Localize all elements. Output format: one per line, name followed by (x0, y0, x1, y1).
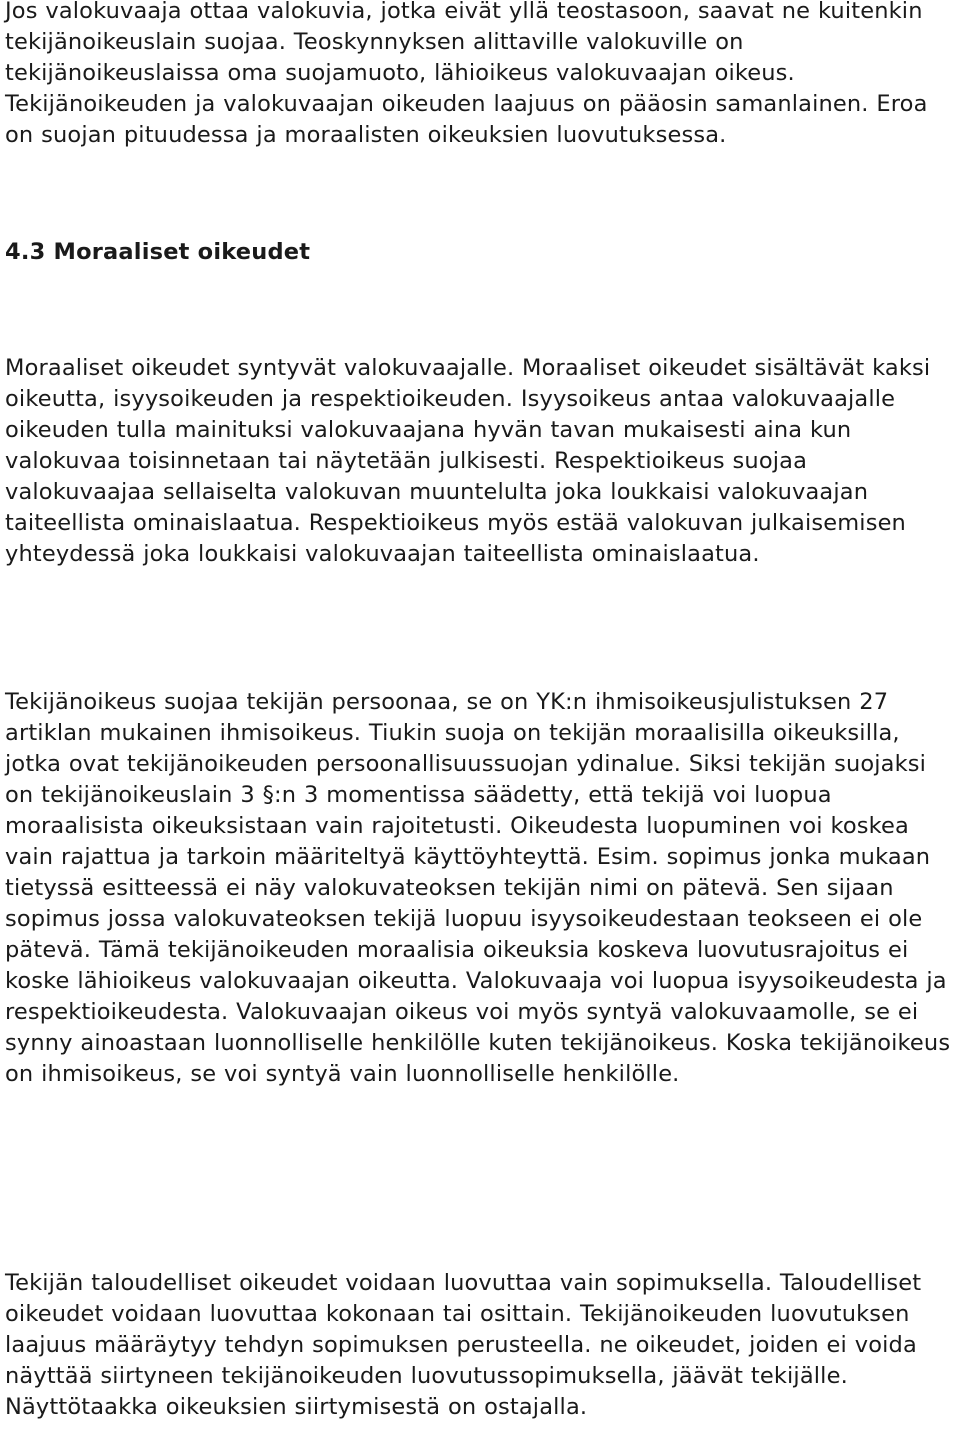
economic-rights-paragraph: Tekijän taloudelliset oikeudet voidaan luovuttaa vain sopimuksella. Taloudelliset oikeudet voidaan luovuttaa kokonaan tai osittain. Tekijänoikeuden luovutuksen laajuus määräytyy tehdyn sopimuksen perusteella. ne oikeudet, joiden ei voida näyttää siirtyneen tekijänoikeuden luovutussopimuksella, jäävät tekijälle. Näyttötaakka oikeuksien siirtymisestä on ostajalla. (5, 1270, 922, 1420)
personality-rights-paragraph: Tekijänoikeus suojaa tekijän persoonaa, se on YK:n ihmisoikeusjulistuksen 27 artiklan mukainen ihmisoikeus. Tiukin suoja on tekijän moraalisilla oikeuksilla, jotka ovat tekijänoikeuden persoonallisuussuojan ydinalue. Siksi tekijän suojaksi on tekijänoikeuslain 3 §:n 3 momentissa säädetty, että tekijä voi luopua moraalisista oikeuksistaan vain rajoitetusti. Oikeudesta luopuminen voi koskea vain rajattua ja tarkoin määriteltyä käyttöyhteyttä. Esim. sopimus jonka mukaan tietyssä esitteessä ei näy valokuvateoksen tekijän nimi on pätevä. Sen sijaan sopimus jossa valokuvateoksen tekijä luopuu isyysoikeudestaan teokseen ei ole pätevä. Tämä tekijänoikeuden moraalisia oikeuksia koskeva luovutusrajoitus ei koske lähioikeus valokuvaajan oikeutta. Valokuvaaja voi luopua isyysoikeudesta ja respektioikeudesta. Valokuvaajan oikeus voi myös syntyä valokuvaamolle, se ei synny ainoastaan luonnolliselle henkilölle kuten tekijänoikeus. Koska tekijänoikeus on ihmisoikeus, se voi syntyä vain luonnolliselle henkilölle. (5, 689, 951, 1087)
intro-paragraph: Jos valokuvaaja ottaa valokuvia, jotka eivät yllä teostasoon, saavat ne kuitenkin tekijänoikeuslain suojaa. Teoskynnyksen alittaville valokuville on tekijänoikeuslaissa oma suojamuoto, lähioikeus valokuvaajan oikeus. Tekijänoikeuden ja valokuvaajan oikeuden laajuus on pääosin samanlainen. Eroa on suojan pituudessa ja moraalisten oikeuksien luovutuksessa. (5, 0, 928, 148)
moral-rights-paragraph: Moraaliset oikeudet syntyvät valokuvaajalle. Moraaliset oikeudet sisältävät kaksi oikeutta, isyysoikeuden ja respektioikeuden. Isyysoikeus antaa valokuvaajalle oikeuden tulla mainituksi valokuvaajana hyvän tavan mukaisesti aina kun valokuvaa toisinnetaan tai näytetään julkisesti. Respektioikeus suojaa valokuvaajaa sellaiselta valokuvan muuntelulta joka loukkaisi valokuvaajan taiteellista ominaislaatua. Respektioikeus myös estää valokuvan julkaisemisen yhteydessä joka loukkaisi valokuvaajan taiteellista ominaislaatua. (5, 355, 931, 567)
section-heading: 4.3 Moraaliset oikeudet (5, 239, 311, 265)
